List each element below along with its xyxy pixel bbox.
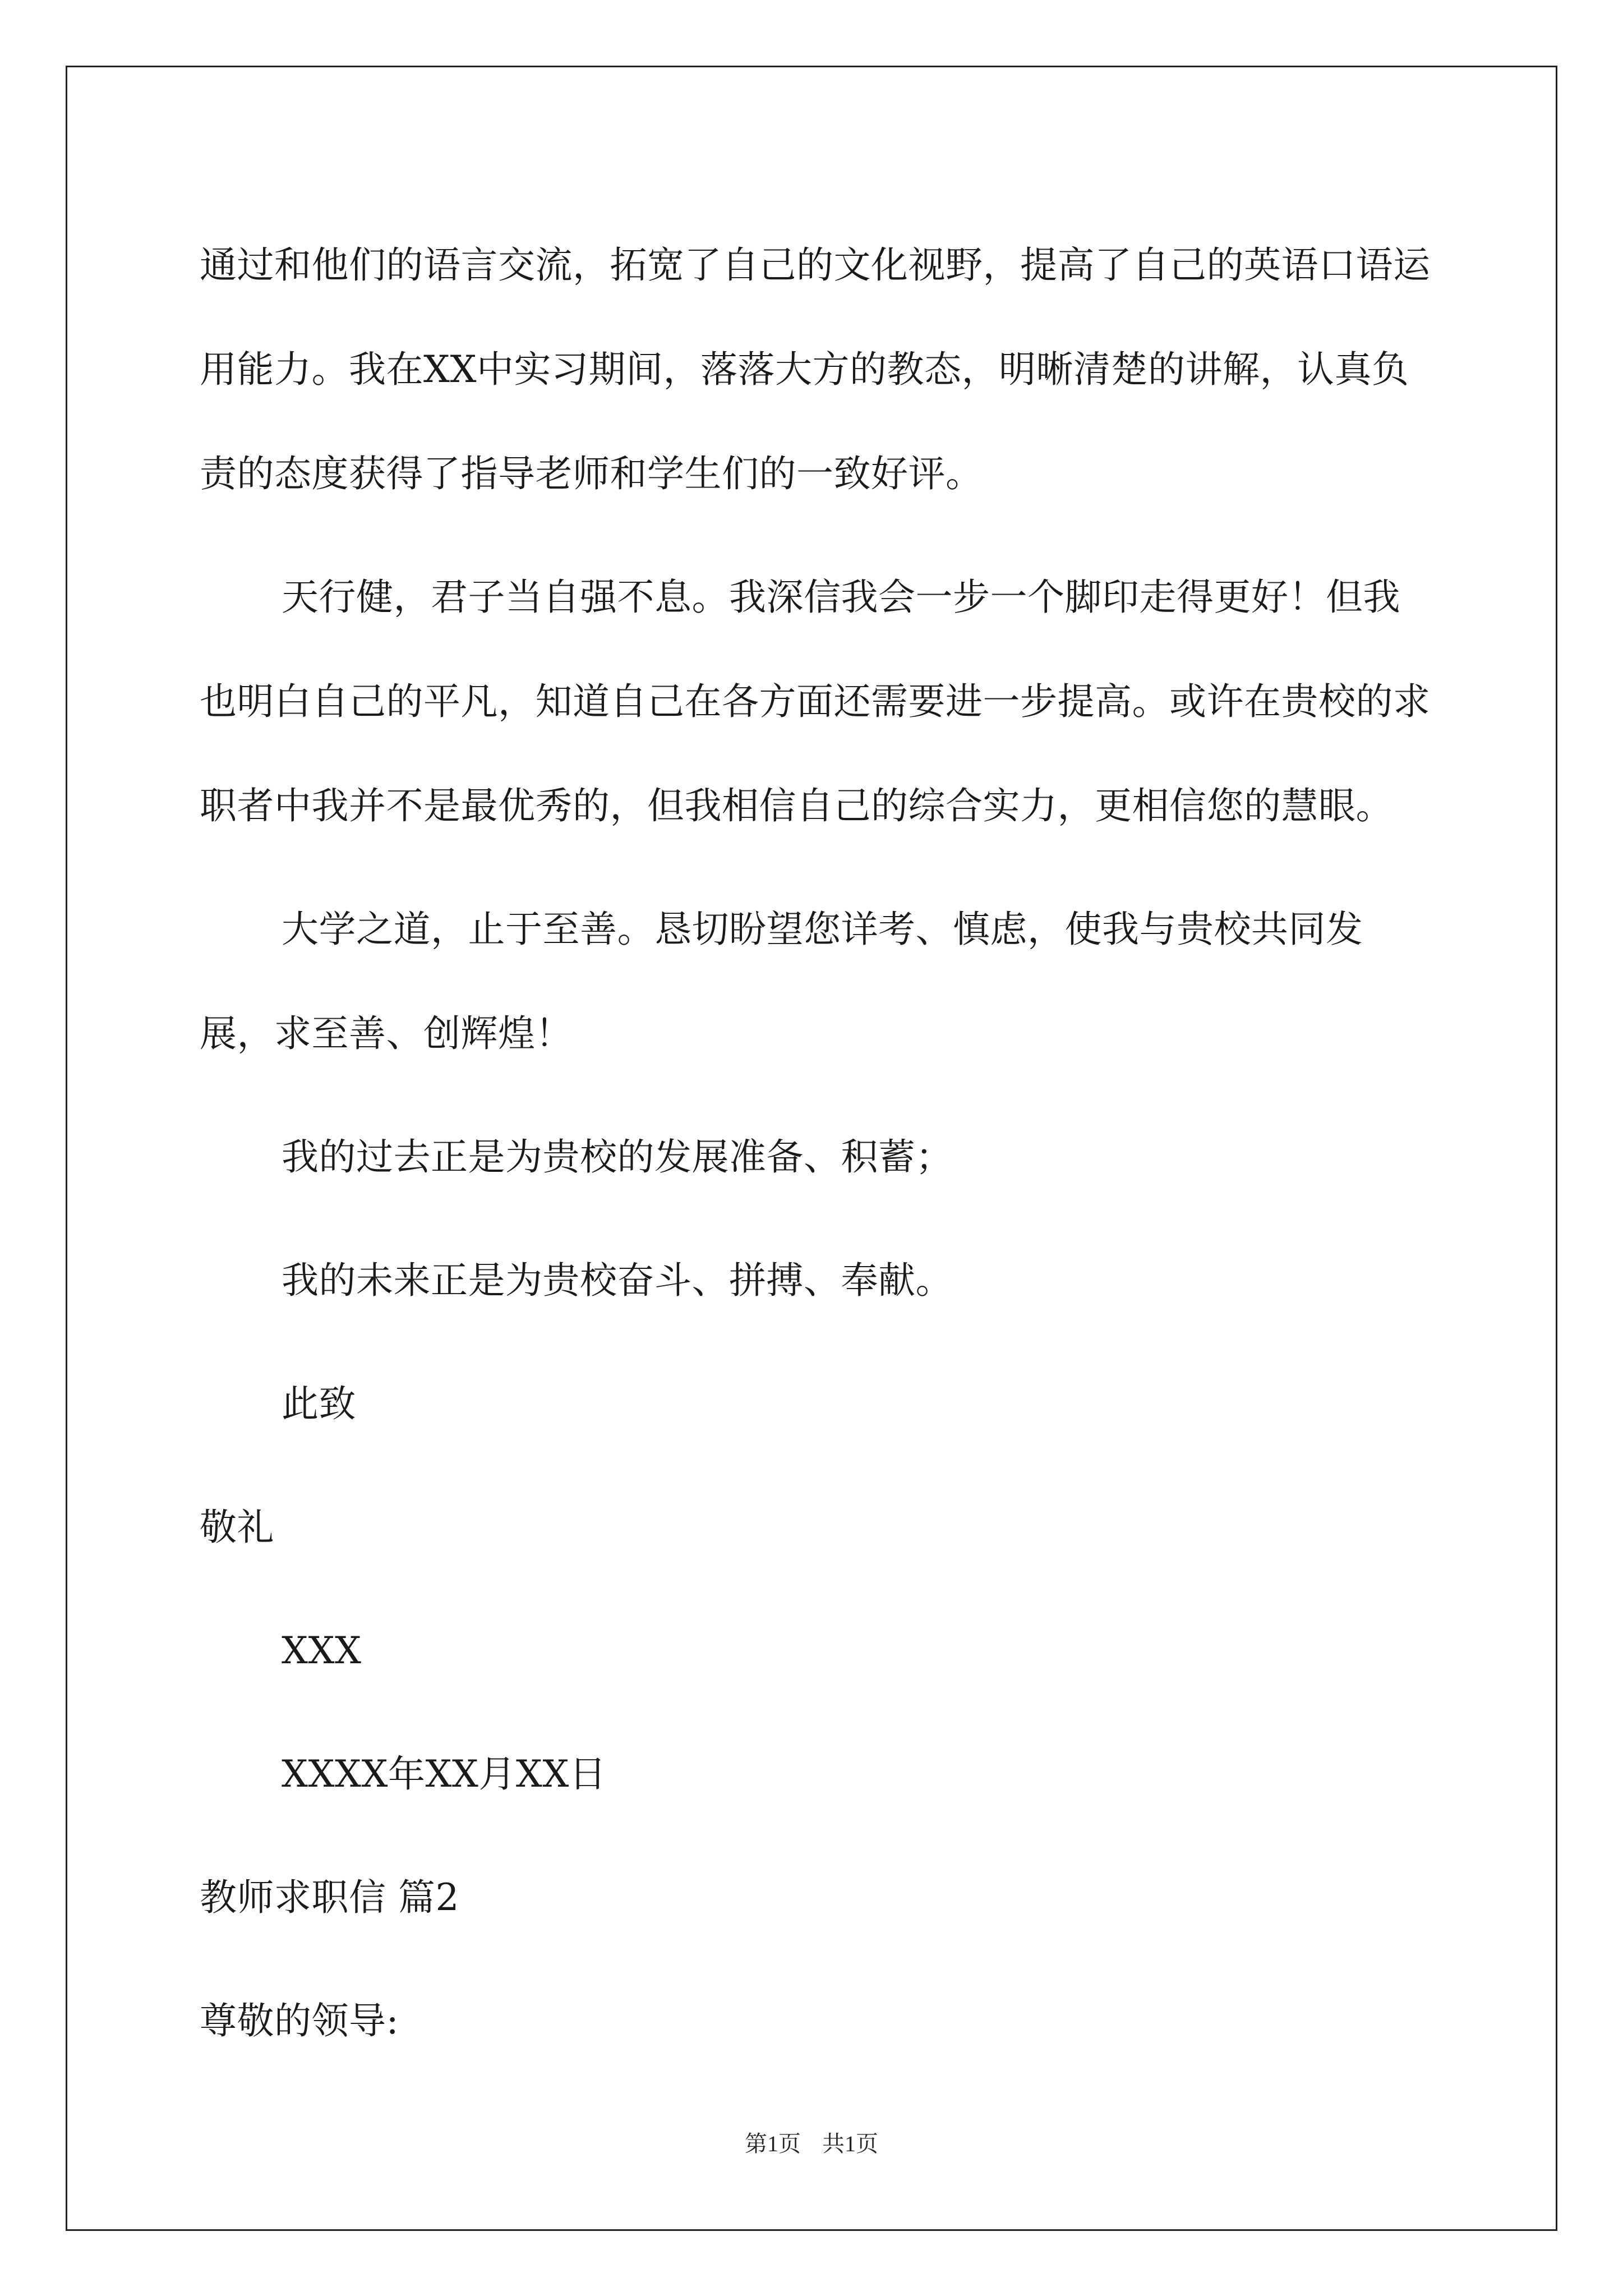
section-heading: 教师求职信 篇2 (200, 1876, 459, 1919)
closing-salutation: 此致 (282, 1382, 356, 1425)
paragraph: 天行健，君子当自强不息。我深信我会一步一个脚印走得更好！但我也明白自己的平凡，知道自己在各方面还需要进一步提高。或许在贵校的求职者中我并不是最优秀的，但我相信自己的综合实力，更相信您的慧眼。 (200, 576, 1431, 827)
document-body (200, 213, 1433, 2092)
greeting: 尊敬的领导: (200, 1999, 399, 2042)
paragraph: 我的未来正是为贵校奋斗、拼搏、奉献。 (282, 1259, 953, 1302)
closing-regards: 敬礼 (200, 1506, 274, 1549)
page-number-total: 共1页 (822, 2131, 878, 2156)
signature-name: XXX (282, 1629, 362, 1672)
signature-date: XXXX年XX月XX日 (282, 1752, 607, 1796)
paragraph: 通过和他们的语言交流，拓宽了自己的文化视野，提高了自己的英语口语运用能力。我在XX中实习期间，落落大方的教态，明晰清楚的讲解，认真负责的态度获得了指导老师和学生们的一致好评。 (200, 243, 1431, 495)
paragraph: 大学之道，止于至善。恳切盼望您详考、慎虑，使我与贵校共同发展，求至善、创辉煌！ (200, 908, 1363, 1055)
page-footer (0, 2126, 1623, 2158)
paragraph: 我的过去正是为贵校的发展准备、积蓄； (282, 1135, 953, 1179)
page-number-current: 第1页 (745, 2131, 801, 2156)
